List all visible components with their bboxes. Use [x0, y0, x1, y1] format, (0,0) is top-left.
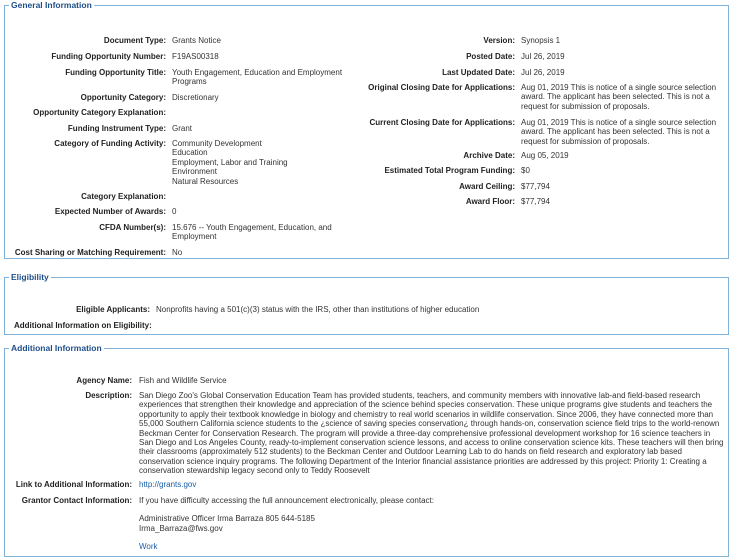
additional-info-link[interactable]: http://grants.gov [139, 480, 197, 489]
category-of-funding-activity-row: Category of Funding Activity: Community Development Education Employment, Labor and Training Environment Natural Resources [54, 139, 288, 186]
last-updated-date-row: Last Updated Date: Jul 26, 2019 [442, 68, 565, 77]
additional-information-section [4, 343, 729, 557]
contact-email: Irma_Barraza@fws.gov [139, 523, 223, 533]
eligibility-section [4, 272, 729, 335]
posted-date-row: Posted Date: Jul 26, 2019 [466, 52, 565, 61]
contact-work-link[interactable]: Work [139, 542, 158, 552]
grantor-contact-row: Grantor Contact Information: If you have difficulty accessing the full announcement electronically, please contact: Administrative Officer Irma Barraza 805 644-5185 Irma_Barraza@fws.gov Work [5, 496, 724, 552]
additional-eligibility-row: Additional Information on Eligibility: [14, 321, 152, 330]
general-information-legend: General Information [11, 0, 92, 10]
contact-officer: Administrative Officer Irma Barraza 805 644-5185 [139, 514, 315, 524]
original-closing-date-row: Original Closing Date for Applications: Aug 01, 2019 This is notice of a single source selection award. The applicant has been selected. This is not a request for submission of proposals. [368, 83, 717, 111]
description-row: Description: San Diego Zoo's Global Conservation Education Team has provided students, teachers, and community members with innovative lab-and field-based research experiences that strengthen their knowledge and appreciation of the science behind species conservation. These unique programs give students and teachers the opportunity to apply their textbook knowledge in biology and chemistry to real world scenarios in wildlife conservation. Since 2006, they have connected more than 55,000 Southern California science students to the ¿science of saving species conservation¿ through hands-on, conservation science field trips to the world-renown Beckman Center for Conservation Research. The program will provide a three-day comprehensive professional development workshop for 16 science teachers in San Diego and Los Angeles County, ready-to-implement conservation science lessons, and access to online conservation science kits. These teachers will then bring their classrooms (approximately 512 students) to the Beckman Center and Outdoor Learning Lab to do hands on field research and exploratory lab based conservation science inquiry programs. The following Department of the Interior financial assistance priorities are addressed by this project: Priority 1: Creating a conservation stewardship legacy second only to Teddy Roosevelt [85, 391, 724, 476]
funding-instrument-type-row: Funding Instrument Type: Grant [67, 124, 193, 133]
award-floor-row: Award Floor: $77,794 [465, 197, 550, 206]
general-information-section [4, 0, 729, 259]
additional-link-row: Link to Additional Information: http://grants.gov [15, 480, 197, 489]
expected-number-of-awards-row: Expected Number of Awards: 0 [54, 207, 177, 216]
category-explanation-row: Category Explanation: [81, 192, 166, 201]
eligible-applicants-row: Eligible Applicants: Nonprofits having a 501(c)(3) status with the IRS, other than institutions of higher education [76, 305, 480, 314]
current-closing-date-row: Current Closing Date for Applications: Aug 01, 2019 This is notice of a single source selection award. The applicant has been selected. This is not a request for submission of proposals. [369, 118, 717, 146]
cost-sharing-row: Cost Sharing or Matching Requirement: No [14, 248, 183, 257]
document-type-row: Document Type: Grants Notice [103, 36, 221, 45]
agency-name-row: Agency Name: Fish and Wildlife Service [76, 376, 227, 385]
opportunity-category-explanation-row: Opportunity Category Explanation: [33, 108, 166, 117]
estimated-total-funding-row: Estimated Total Program Funding: $0 [384, 166, 530, 175]
additional-information-legend: Additional Information [11, 343, 102, 353]
funding-opportunity-title-row: Funding Opportunity Title: Youth Engagement, Education and Employment Programs [65, 68, 343, 87]
opportunity-category-row: Opportunity Category: Discretionary [80, 93, 219, 102]
eligibility-legend: Eligibility [11, 272, 49, 282]
contact-intro: If you have difficulty accessing the full announcement electronically, please contact: [139, 496, 434, 505]
award-ceiling-row: Award Ceiling: $77,794 [459, 182, 550, 191]
funding-opportunity-number-row: Funding Opportunity Number: F19AS00318 [51, 52, 219, 61]
cfda-numbers-row: CFDA Number(s): 15.676 -- Youth Engagement, Education, and Employment [99, 223, 332, 242]
archive-date-row: Archive Date: Aug 05, 2019 [463, 151, 569, 160]
version-row: Version: Synopsis 1 [483, 36, 561, 45]
